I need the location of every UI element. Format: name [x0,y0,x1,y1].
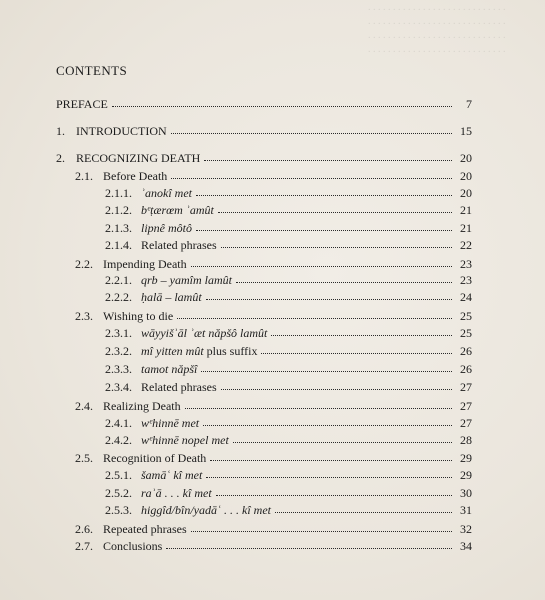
toc-entry-number: 2.5.1. [105,468,132,482]
toc-entry-number: 2.5. [75,451,93,465]
toc-entry[interactable] [105,433,472,448]
toc-entry-page: 30 [460,486,472,500]
toc-entry[interactable] [75,451,472,466]
toc-entry-number: 1. [56,124,65,138]
toc-entry-title: wᵉhinnē nopel met [141,433,229,447]
toc-entry-title: Conclusions [103,539,163,553]
toc-entry[interactable] [105,186,472,201]
toc-entry-page: 28 [460,433,472,447]
toc-entry-number: 2. [56,151,65,165]
toc-entry-page: 23 [460,257,472,271]
toc-entry-number: 2.6. [75,522,93,536]
toc-entry-number: 2.1.2. [105,203,132,217]
dot-leader [171,169,452,179]
toc-entry-title: Recognition of Death [103,451,207,465]
toc-entry-title: RECOGNIZING DEATH [76,151,201,165]
toc-entry-page: 21 [460,203,472,217]
dot-leader [206,290,452,300]
toc-entry-title: wāyyišʾāl ʾæt năpšô lamût [141,326,268,340]
toc-entry[interactable] [105,486,472,501]
dot-leader [171,124,452,134]
dot-leader [206,468,452,478]
dot-leader [177,309,452,319]
toc-entry[interactable] [105,468,472,483]
toc-entry-page: 24 [460,290,472,304]
toc-entry-title: PREFACE [56,97,108,111]
dot-leader [112,97,452,107]
toc-entry-title: Realizing Death [103,399,181,413]
toc-entry-page: 26 [460,344,472,358]
toc-entry-page: 29 [460,468,472,482]
dot-leader [221,238,452,248]
toc-entry-title: ʾanokî met [141,186,192,200]
toc-entry-title: Repeated phrases [103,522,187,536]
toc-entry-page: 34 [460,539,472,553]
toc-entry[interactable] [56,151,472,166]
toc-entry-title: wᵉhinnē met [141,416,200,430]
toc-entry-number: 2.5.2. [105,486,132,500]
toc-entry-title: Before Death [103,169,168,183]
toc-entry-page: 26 [460,362,472,376]
dot-leader [201,362,452,372]
toc-entry[interactable] [105,362,472,377]
toc-entry-title: Related phrases [141,238,217,252]
toc-entry[interactable] [105,238,472,253]
toc-entry-title: INTRODUCTION [76,124,167,138]
toc-entry[interactable] [105,203,472,218]
toc-entry-number: 2.2. [75,257,93,271]
dot-leader [191,522,452,532]
dot-leader [196,221,452,231]
toc-entry[interactable] [75,169,472,184]
toc-entry-page: 7 [466,97,472,111]
toc-entry-number: 2.3.3. [105,362,132,376]
dot-leader [233,433,452,443]
dot-leader [196,186,452,196]
toc-entry-title: Impending Death [103,257,187,271]
toc-entry-page: 20 [460,169,472,183]
toc-entry-number: 2.1.4. [105,238,132,252]
dot-leader [166,539,452,549]
dot-leader [203,416,452,426]
toc-entry[interactable] [105,503,472,518]
toc-entry[interactable] [75,539,472,554]
toc-entry-title: tamot năpšî [141,362,198,376]
toc-entry[interactable] [56,124,472,139]
toc-entry-page: 29 [460,451,472,465]
toc-entry-number: 2.3.4. [105,380,132,394]
toc-entry-title: bᵉṭærœm ʾamût [141,203,214,217]
toc-entry-number: 2.7. [75,539,93,553]
toc-entry[interactable] [75,522,472,537]
toc-entry[interactable] [105,221,472,236]
toc-entry-number: 2.1.1. [105,186,132,200]
toc-entry-title: Wishing to die [103,309,174,323]
toc-entry-page: 31 [460,503,472,517]
bleed-through-text: . . . . . . . . . . . . . . . . . . . . . . . . . . . . . . . . . . . . . . . . . . . . . . . . . . . . . . . . . . . . . . . . . . . . . . . . . . . . . . . . . . . . . . . . . . . . . . . . . . . . . . . . . . . . . . . . [367,2,505,55]
toc-entry[interactable] [105,273,472,288]
toc-entry-title-suffix: plus suffix [203,344,258,358]
dot-leader [261,344,452,354]
toc-entry-number: 2.2.2. [105,290,132,304]
toc-entry-number: 2.1.3. [105,221,132,235]
contents-heading: CONTENTS [56,63,128,78]
toc-entry[interactable] [75,309,472,324]
dot-leader [275,503,452,513]
toc-entry-page: 32 [460,522,472,536]
toc-entry-title: raʾā . . . kî met [141,486,212,500]
toc-entry-page: 25 [460,326,472,340]
toc-entry-title-italic: mî yitten mût [141,344,204,358]
toc-entry-page: 22 [460,238,472,252]
toc-entry-number: 2.4.2. [105,433,132,447]
toc-entry[interactable] [105,344,472,359]
toc-entry-number: 2.3.1. [105,326,132,340]
toc-entry-page: 25 [460,309,472,323]
toc-entry-title: qrb – yamîm lamût [141,273,232,287]
toc-entry-page: 27 [460,416,472,430]
dot-leader [216,486,452,496]
toc-entry-page: 27 [460,380,472,394]
dot-leader [218,203,452,213]
toc-entry[interactable] [105,290,472,305]
dot-leader [271,326,452,336]
toc-entry-number: 2.5.3. [105,503,132,517]
toc-entry[interactable] [56,97,472,112]
toc-entry-page: 23 [460,273,472,287]
toc-entry[interactable] [105,380,472,395]
toc-entry-page: 15 [460,124,472,138]
dot-leader [204,151,452,161]
dot-leader [221,380,452,390]
toc-entry-page: 20 [460,151,472,165]
toc-entry[interactable] [75,257,472,272]
toc-entry-title: lipnê môtô [141,221,192,235]
toc-entry-title [141,344,257,359]
toc-entry-title: šamāʿ kî met [141,468,203,482]
toc-entry-number: 2.4.1. [105,416,132,430]
toc-entry-number: 2.1. [75,169,93,183]
dot-leader [210,451,452,461]
toc-entry-title: Related phrases [141,380,217,394]
toc-entry[interactable] [105,416,472,431]
toc-entry-page: 27 [460,399,472,413]
toc-entry[interactable] [105,326,472,341]
toc-entry-number: 2.3. [75,309,93,323]
toc-entry[interactable] [75,399,472,414]
toc-entry-number: 2.3.2. [105,344,132,358]
toc-entry-number: 2.4. [75,399,93,413]
dot-leader [191,257,452,267]
toc-entry-page: 21 [460,221,472,235]
toc-entry-number: 2.2.1. [105,273,132,287]
toc-entry-title: higgîd/bîn/yadāʿ . . . kî met [141,503,271,517]
dot-leader [185,399,452,409]
toc-entry-title: ḥalā – lamût [141,290,202,304]
toc-entry-page: 20 [460,186,472,200]
dot-leader [236,273,452,283]
